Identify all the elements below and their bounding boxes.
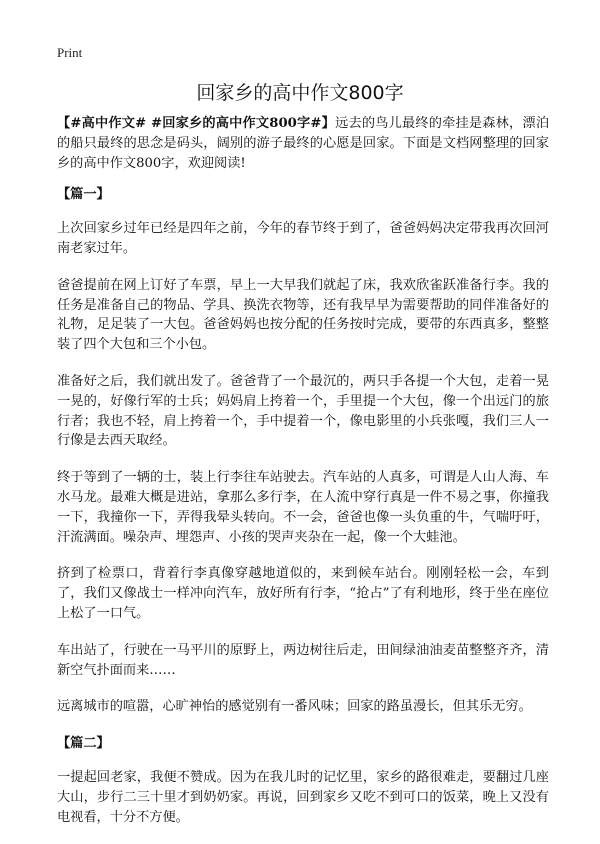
intro-text: 远去的鸟儿最终的牵挂是森林，漂泊的船只最终的思念是码头，阔别的游子最终的心愿是回家。下面是文档网整理的回家乡的高中作文800字，欢迎阅读! xyxy=(57,116,550,171)
print-link[interactable]: Print xyxy=(57,45,83,60)
paragraph: 上次回家乡过年已经是四年之前，今年的春节终于到了，爸爸妈妈决定带我再次回河南老家过年。 xyxy=(57,221,549,256)
paragraph: 准备好之后，我们就出发了。爸爸背了一个最沉的，两只手各提一个大包，走着一晃一晃的，好像行军的士兵；妈妈肩上挎着一个，手里提一个大包，像一个出远门的旅行者；我也不轻，肩上挎着一个，手中提着一个，像电影里的小兵张嘎，我们三人一行像是去西天取经。 xyxy=(57,373,549,449)
page-title: 回家乡的高中作文800字 xyxy=(196,82,404,104)
paragraph: 车出站了，行驶在一马平川的原野上，两边树往后走，田间绿油油麦苗整整齐齐，清新空气扑面而来…… xyxy=(57,642,549,678)
paragraph: 爸爸提前在网上订好了车票，早上一大早我们就起了床，我欢欣雀跃准备行李。我的任务是准备自己的物品、学具、换洗衣物等，还有我早早为需要帮助的同伴准备好的礼物，足足装了一大包。爸爸妈妈也按分配的任务按时完成，要带的东西真多，整整装了四个大包和三个小包。 xyxy=(57,277,549,353)
section-heading-2: 【篇二】 xyxy=(57,736,110,752)
paragraph: 挤到了检票口，背着行李真像穿越地道似的，来到候车站台。刚刚轻松一会，车到了，我们又像战士一样冲向汽车，放好所有行李，“抢占”了有利地形，终于坐在座位上松了一口气。 xyxy=(57,566,549,621)
article-body xyxy=(57,114,549,844)
intro-paragraph xyxy=(57,114,549,173)
intro-tags: 【#高中作文# #回家乡的高中作文800字#】 xyxy=(57,116,336,131)
paragraph: 远离城市的喧嚣，心旷神怡的感觉别有一番风味；回家的路虽漫长，但其乐无穷。 xyxy=(57,699,532,715)
paragraph: 一提起回老家，我便不赞成。因为在我儿时的记忆里，家乡的路很难走，要翻过几座大山，步行二三十里才到奶奶家。再说，回到家乡又吃不到可口的饭菜，晚上又没有电视看，十分不方便。 xyxy=(57,769,549,825)
section-heading-1: 【篇一】 xyxy=(57,187,110,203)
paragraph: 终于等到了一辆的士，装上行李往车站驶去。汽车站的人真多，可谓是人山人海、车水马龙。最难大概是进站，拿那么多行李，在人流中穿行真是一件不易之事，你撞我一下，我撞你一下，弄得我晕头转向。不一会，爸爸也像一头负重的牛，气喘吁吁，汗流满面。噪杂声、埋怨声、小孩的哭声夹杂在一起，像一个大蛙池。 xyxy=(57,470,549,545)
